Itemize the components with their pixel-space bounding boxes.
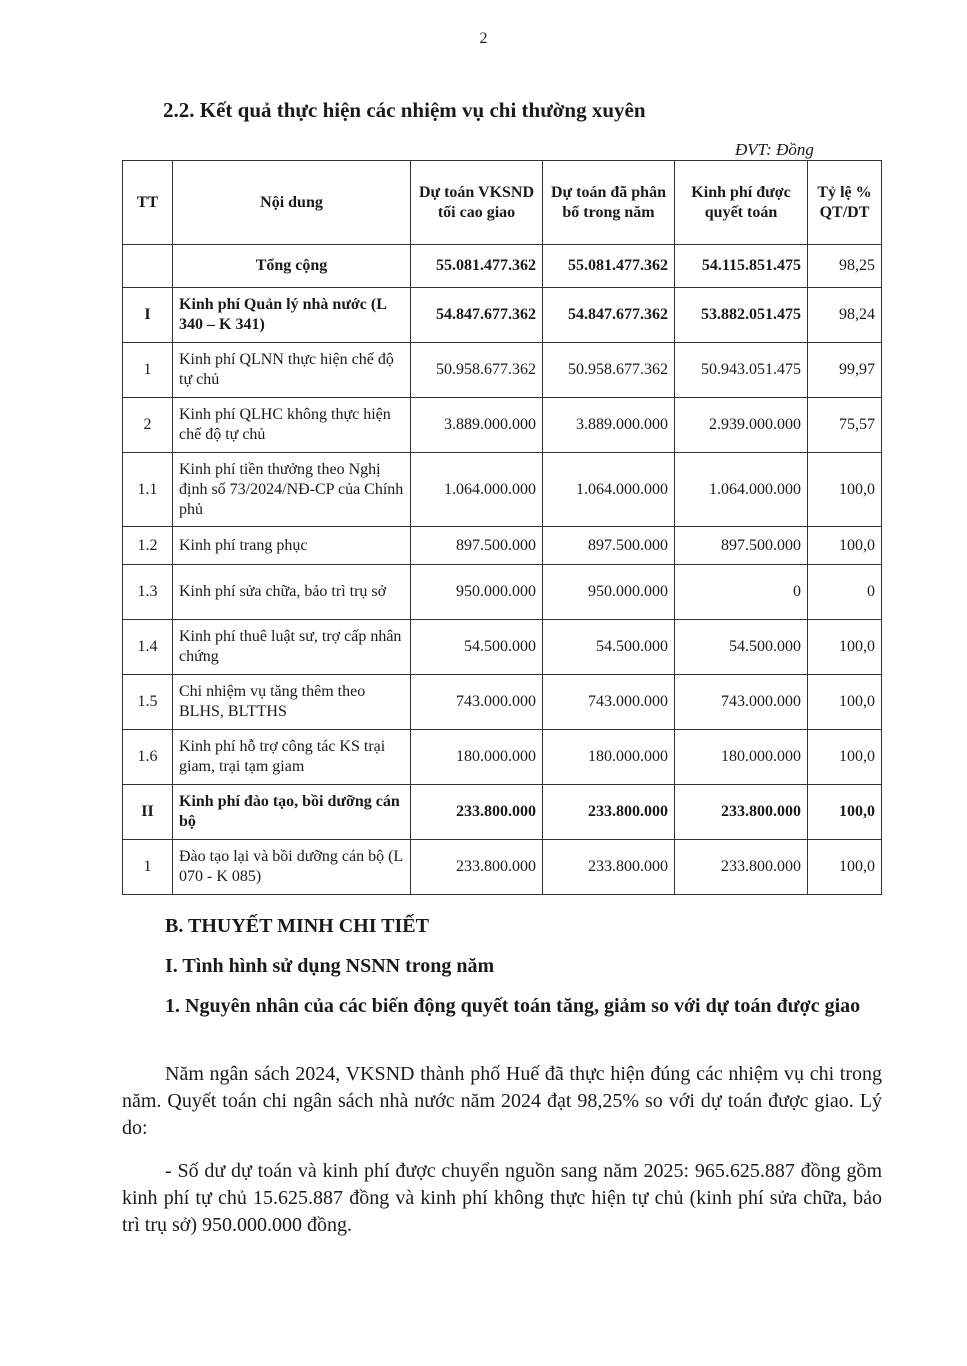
cell-allocated: 180.000.000 xyxy=(543,730,675,785)
cell-ratio: 98,25 xyxy=(808,245,882,288)
cell-tt: I xyxy=(123,288,173,343)
cell-settled: 180.000.000 xyxy=(675,730,808,785)
header-assigned: Dự toán VKSND tối cao giao xyxy=(411,161,543,245)
cell-assigned: 50.958.677.362 xyxy=(411,343,543,398)
table-header-row xyxy=(123,161,882,245)
cell-tt: 1 xyxy=(123,840,173,895)
cell-assigned: 233.800.000 xyxy=(411,840,543,895)
cell-content: Tổng cộng xyxy=(173,245,411,288)
cell-settled: 50.943.051.475 xyxy=(675,343,808,398)
cell-content: Kinh phí thuê luật sư, trợ cấp nhân chứng xyxy=(173,620,411,675)
cell-allocated: 1.064.000.000 xyxy=(543,453,675,527)
table-row xyxy=(123,398,882,453)
table-row xyxy=(123,343,882,398)
cell-content: Kinh phí tiền thưởng theo Nghị định số 73/2024/NĐ-CP của Chính phủ xyxy=(173,453,411,527)
cell-settled: 897.500.000 xyxy=(675,527,808,565)
cell-allocated: 897.500.000 xyxy=(543,527,675,565)
cell-content: Kinh phí sửa chữa, bảo trì trụ sở xyxy=(173,565,411,620)
table-row xyxy=(123,288,882,343)
cell-settled: 53.882.051.475 xyxy=(675,288,808,343)
cell-tt: 1.5 xyxy=(123,675,173,730)
cell-ratio: 100,0 xyxy=(808,730,882,785)
cell-ratio: 99,97 xyxy=(808,343,882,398)
cell-allocated: 233.800.000 xyxy=(543,785,675,840)
cell-settled: 54.115.851.475 xyxy=(675,245,808,288)
cell-assigned: 233.800.000 xyxy=(411,785,543,840)
cell-content: Kinh phí trang phục xyxy=(173,527,411,565)
cell-allocated: 743.000.000 xyxy=(543,675,675,730)
part-i-title: I. Tình hình sử dụng NSNN trong năm xyxy=(165,955,495,977)
cell-tt: 1.6 xyxy=(123,730,173,785)
cell-allocated: 55.081.477.362 xyxy=(543,245,675,288)
cell-content: Đào tạo lại và bồi dưỡng cán bộ (L 070 - K 085) xyxy=(173,840,411,895)
cell-ratio: 100,0 xyxy=(808,840,882,895)
cell-allocated: 50.958.677.362 xyxy=(543,343,675,398)
cell-tt: 2 xyxy=(123,398,173,453)
cell-content: Kinh phí QLNN thực hiện chế độ tự chủ xyxy=(173,343,411,398)
cell-content: Chi nhiệm vụ tăng thêm theo BLHS, BLTTHS xyxy=(173,675,411,730)
header-content: Nội dung xyxy=(173,161,411,245)
cell-settled: 743.000.000 xyxy=(675,675,808,730)
cell-settled: 233.800.000 xyxy=(675,785,808,840)
subsection-1-title: 1. Nguyên nhân của các biến động quyết toán tăng, giảm so với dự toán được giao xyxy=(165,995,861,1017)
cell-assigned: 180.000.000 xyxy=(411,730,543,785)
cell-assigned: 897.500.000 xyxy=(411,527,543,565)
cell-assigned: 54.847.677.362 xyxy=(411,288,543,343)
table-row xyxy=(123,245,882,288)
cell-tt: 1.4 xyxy=(123,620,173,675)
cell-assigned: 54.500.000 xyxy=(411,620,543,675)
cell-assigned: 950.000.000 xyxy=(411,565,543,620)
cell-assigned: 743.000.000 xyxy=(411,675,543,730)
cell-settled: 0 xyxy=(675,565,808,620)
cell-content: Kinh phí đào tạo, bồi dưỡng cán bộ xyxy=(173,785,411,840)
header-tt: TT xyxy=(123,161,173,245)
cell-allocated: 54.847.677.362 xyxy=(543,288,675,343)
cell-tt: 1 xyxy=(123,343,173,398)
cell-ratio: 100,0 xyxy=(808,527,882,565)
cell-assigned: 3.889.000.000 xyxy=(411,398,543,453)
table-row xyxy=(123,453,882,527)
table-row xyxy=(123,730,882,785)
budget-table xyxy=(122,160,882,895)
cell-allocated: 233.800.000 xyxy=(543,840,675,895)
table-row xyxy=(123,527,882,565)
cell-ratio: 98,24 xyxy=(808,288,882,343)
cell-allocated: 54.500.000 xyxy=(543,620,675,675)
section-title: 2.2. Kết quả thực hiện các nhiệm vụ chi thường xuyên xyxy=(163,98,646,122)
table-row xyxy=(123,565,882,620)
cell-ratio: 100,0 xyxy=(808,675,882,730)
cell-tt: 1.1 xyxy=(123,453,173,527)
part-b-title: B. THUYẾT MINH CHI TIẾT xyxy=(165,915,429,937)
paragraph-1: Năm ngân sách 2024, VKSND thành phố Huế đã thực hiện đúng các nhiệm vụ chi trong năm. Quyết toán chi ngân sách nhà nước năm 2024 đạt 98,25% so với dự toán được giao. Lý do: xyxy=(122,1063,882,1139)
cell-tt xyxy=(123,245,173,288)
cell-tt: 1.2 xyxy=(123,527,173,565)
cell-assigned: 55.081.477.362 xyxy=(411,245,543,288)
cell-settled: 2.939.000.000 xyxy=(675,398,808,453)
cell-ratio: 100,0 xyxy=(808,453,882,527)
cell-ratio: 100,0 xyxy=(808,785,882,840)
cell-allocated: 950.000.000 xyxy=(543,565,675,620)
cell-ratio: 0 xyxy=(808,565,882,620)
page-number: 2 xyxy=(479,30,488,47)
cell-content: Kinh phí QLHC không thực hiện chế độ tự chủ xyxy=(173,398,411,453)
cell-settled: 54.500.000 xyxy=(675,620,808,675)
header-settled: Kinh phí được quyết toán xyxy=(675,161,808,245)
cell-allocated: 3.889.000.000 xyxy=(543,398,675,453)
table-row xyxy=(123,840,882,895)
table-row xyxy=(123,785,882,840)
cell-content: Kinh phí Quản lý nhà nước (L 340 – K 341) xyxy=(173,288,411,343)
currency-unit: ĐVT: Đồng xyxy=(735,140,814,159)
paragraph-2: - Số dư dự toán và kinh phí được chuyển nguồn sang năm 2025: 965.625.887 đồng gồm kinh phí tự chủ 15.625.887 đồng và kinh phí không thực hiện tự chủ (kinh phí sửa chữa, bảo trì trụ sở) 950.000.000 đồng. xyxy=(122,1160,882,1236)
cell-tt: II xyxy=(123,785,173,840)
cell-content: Kinh phí hỗ trợ công tác KS trại giam, trại tạm giam xyxy=(173,730,411,785)
table-row xyxy=(123,675,882,730)
cell-tt: 1.3 xyxy=(123,565,173,620)
header-allocated: Dự toán đã phân bổ trong năm xyxy=(543,161,675,245)
cell-ratio: 100,0 xyxy=(808,620,882,675)
cell-assigned: 1.064.000.000 xyxy=(411,453,543,527)
cell-ratio: 75,57 xyxy=(808,398,882,453)
cell-settled: 233.800.000 xyxy=(675,840,808,895)
cell-settled: 1.064.000.000 xyxy=(675,453,808,527)
table-row xyxy=(123,620,882,675)
header-ratio: Tỷ lệ % QT/DT xyxy=(808,161,882,245)
